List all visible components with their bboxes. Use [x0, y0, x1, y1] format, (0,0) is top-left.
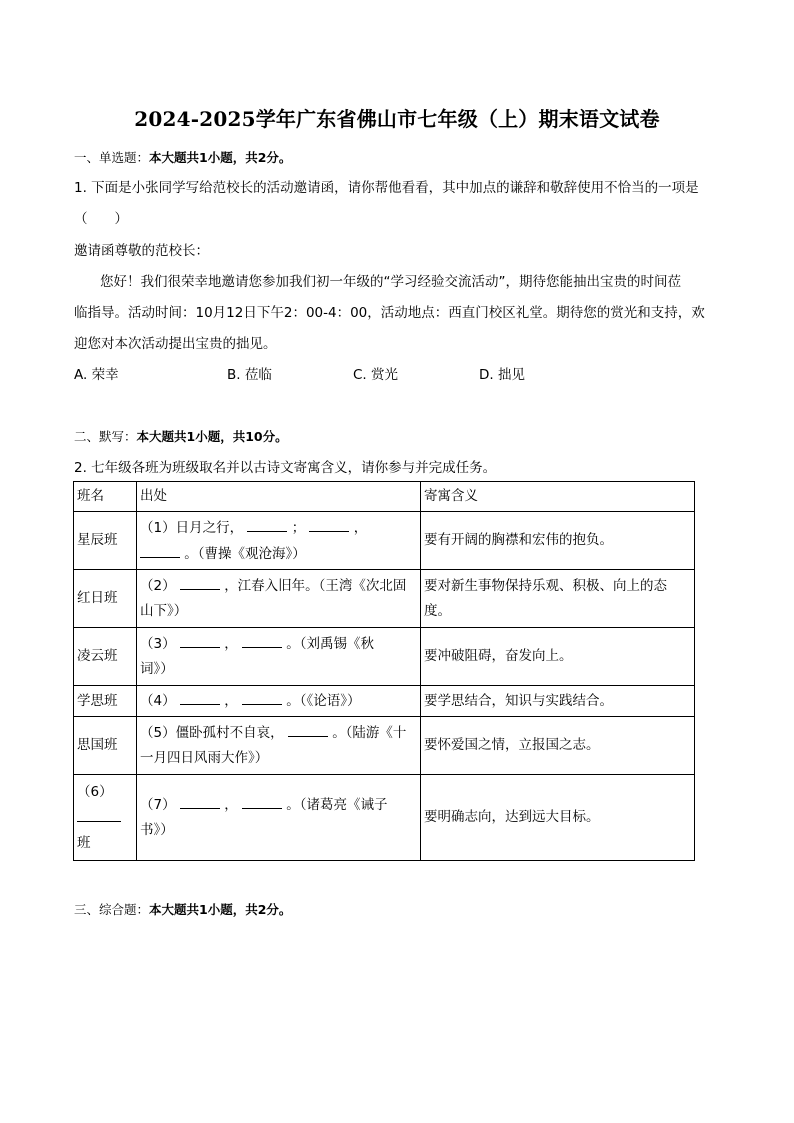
table-header-row	[74, 482, 695, 512]
row-4-source: （4） ， 。（《论语》）	[137, 686, 421, 717]
row-3-source: （3） ， 。（刘禹锡《秋 词》）	[137, 628, 421, 686]
row-6-name: （6） 班	[74, 775, 137, 861]
row-3-name: 凌云班	[74, 628, 137, 686]
table-row	[74, 628, 695, 686]
row-3-meaning: 要冲破阻碍，奋发向上。	[421, 628, 695, 686]
table-row	[74, 512, 695, 570]
table-row	[74, 775, 695, 861]
answer-blank[interactable]	[288, 720, 328, 737]
answer-blank[interactable]	[309, 515, 349, 532]
row-1-meaning: 要有开阔的胸襟和宏伟的抱负。	[421, 512, 695, 570]
option-c[interactable]: C. 赏光	[353, 367, 399, 383]
answer-blank[interactable]	[242, 631, 282, 648]
row-1-source: （1）日月之行， ； ， 。（曹操《观沧海》）	[137, 512, 421, 570]
header-meaning: 寄寓含义	[421, 482, 695, 512]
class-name-table	[73, 481, 695, 861]
option-d[interactable]: D. 拙见	[479, 367, 525, 383]
row-6-source: （7） ， 。（诸葛亮《诫子 书》）	[137, 775, 421, 861]
header-source: 出处	[137, 482, 421, 512]
row-2-source: （2） ，江春入旧年。（王湾《次北固 山下》）	[137, 570, 421, 628]
row-2-name: 红日班	[74, 570, 137, 628]
answer-blank[interactable]	[242, 688, 282, 705]
exam-title: 2024-2025学年广东省佛山市七年级（上）期末语文试卷	[134, 107, 660, 131]
q1-stem-line1: 1. 下面是小张同学写给范校长的活动邀请函，请你帮他看看，其中加点的谦辞和敬辞使用不恰当的一项是	[74, 180, 699, 196]
answer-blank[interactable]	[180, 631, 220, 648]
table-row	[74, 570, 695, 628]
answer-blank[interactable]	[180, 688, 220, 705]
option-a[interactable]: A. 荣幸	[74, 367, 119, 383]
option-b[interactable]: B. 莅临	[227, 367, 272, 383]
answer-blank[interactable]	[242, 792, 282, 809]
row-5-meaning: 要怀爱国之情，立报国之志。	[421, 717, 695, 775]
row-5-name: 思国班	[74, 717, 137, 775]
row-5-source: （5）僵卧孤村不自哀， 。（陆游《十 一月四日风雨大作》）	[137, 717, 421, 775]
answer-blank[interactable]	[180, 792, 220, 809]
letter-line-1: 您好！我们很荣幸地邀请您参加我们初一年级的“学习经验交流活动”，期待您能抽出宝贵的时间莅	[100, 274, 681, 290]
table-row	[74, 686, 695, 717]
answer-blank[interactable]	[247, 515, 287, 532]
header-class-name: 班名	[74, 482, 137, 512]
letter-greeting: 邀请函尊敬的范校长：	[74, 243, 209, 259]
answer-blank[interactable]	[180, 573, 220, 590]
q1-stem-line2: （ ）	[74, 211, 128, 227]
row-4-name: 学思班	[74, 686, 137, 717]
answer-blank[interactable]	[77, 805, 121, 822]
row-1-name: 星辰班	[74, 512, 137, 570]
letter-line-3: 迎您对本次活动提出宝贵的拙见。	[74, 336, 277, 352]
answer-blank[interactable]	[140, 541, 180, 558]
q2-stem: 2. 七年级各班为班级取名并以古诗文寄寓含义，请你参与并完成任务。	[74, 460, 497, 476]
section-1-heading: 一、单选题：本大题共1小题，共2分。	[74, 150, 292, 165]
letter-line-2: 临指导。活动时间：10月12日下午2：00-4：00，活动地点：西直门校区礼堂。期待您的赏光和支持，欢	[74, 305, 705, 321]
section-3-heading: 三、综合题：本大题共1小题，共2分。	[74, 902, 292, 917]
section-2-heading: 二、默写：本大题共1小题，共10分。	[74, 429, 288, 444]
row-6-meaning: 要明确志向，达到远大目标。	[421, 775, 695, 861]
row-4-meaning: 要学思结合，知识与实践结合。	[421, 686, 695, 717]
row-2-meaning: 要对新生事物保持乐观、积极、向上的态度。	[421, 570, 695, 628]
table-row	[74, 717, 695, 775]
